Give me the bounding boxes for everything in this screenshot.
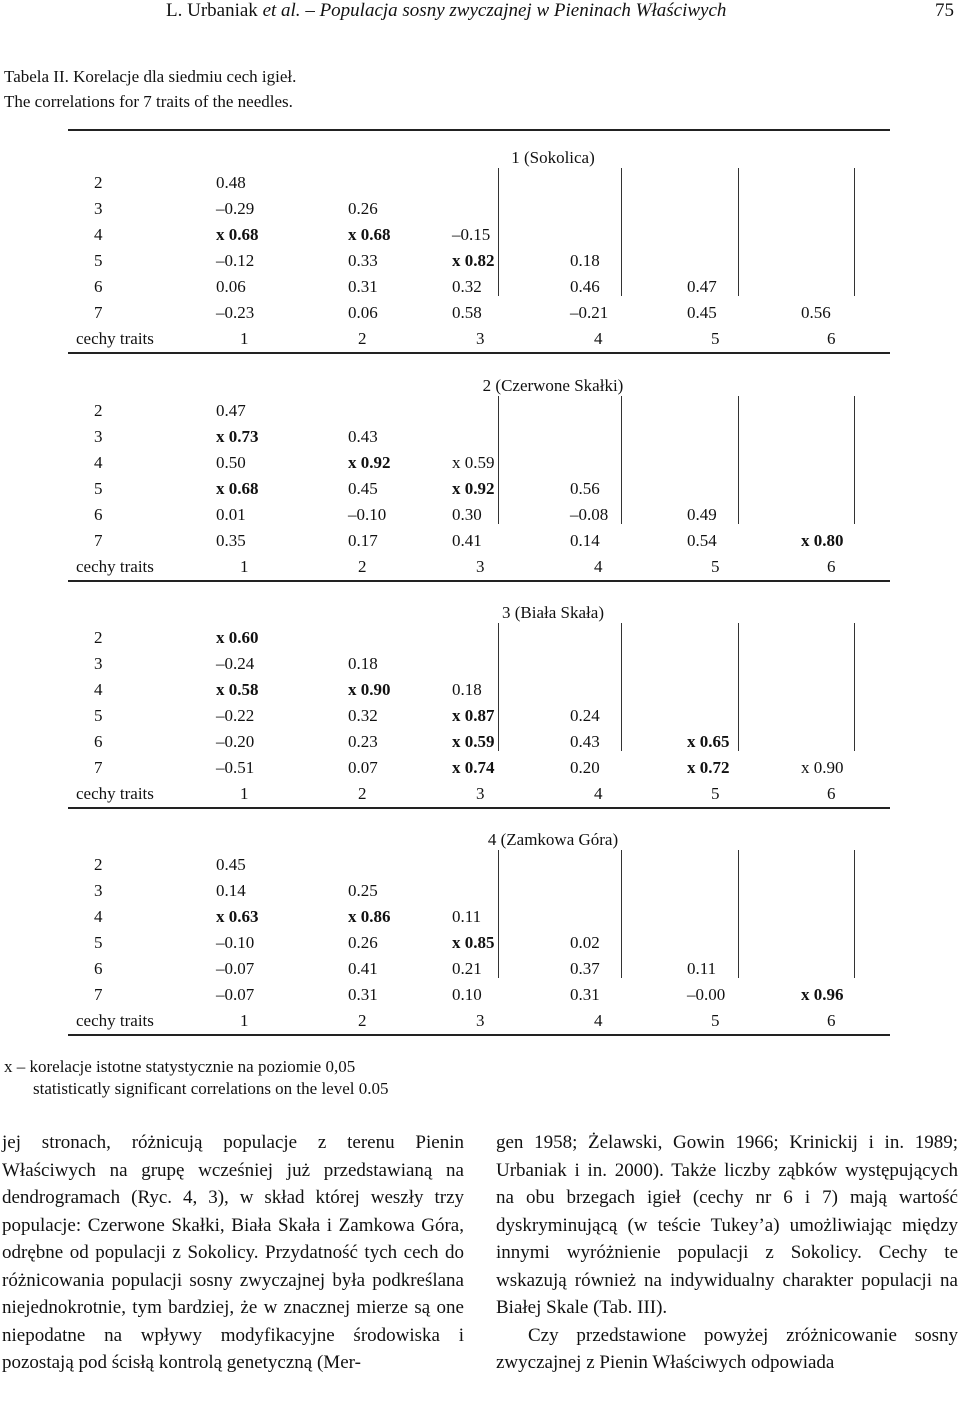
table-row [68,196,890,222]
table-cell: –0.23 [216,303,255,322]
table-row [68,248,890,274]
table-cell: 0.31 [570,985,600,1004]
footer-column-label: 3 [476,1011,485,1030]
table-row [68,300,890,326]
table-cell: 0.45 [348,479,378,498]
table-cell: x 0.59 [452,732,495,751]
table-cell: x 0.96 [801,985,844,1004]
row-label: 4 [94,680,103,699]
table-cell: 0.56 [570,479,600,498]
table-row [68,502,890,528]
table-cell: 0.46 [570,277,600,296]
table-section [68,148,890,382]
table-cell: 0.41 [452,531,482,550]
table-cell: x 0.80 [801,531,844,550]
table-cell: x 0.85 [452,933,495,952]
table-cell: 0.47 [216,401,246,420]
footer-column-label: 2 [358,557,367,576]
table-cell: x 0.82 [452,251,495,270]
table-row [68,755,890,781]
table-row [68,528,890,554]
footer-label: cechy traits [76,329,154,348]
footer-column-label: 6 [827,329,836,348]
table-cell: 0.06 [348,303,378,322]
table-cell: 0.35 [216,531,246,550]
table-cell: 0.14 [570,531,600,550]
table-cell: 0.25 [348,881,378,900]
table-row [68,703,890,729]
table-cell: 0.32 [348,706,378,725]
footer-label: cechy traits [76,784,154,803]
footer-column-label: 3 [476,329,485,348]
row-label: 2 [94,173,103,192]
table-cell: 0.33 [348,251,378,270]
table-cell: –0.08 [570,505,609,524]
table-cell: 0.06 [216,277,246,296]
body-column-left [2,1129,464,1377]
row-label: 3 [94,427,103,446]
table-footer-row [68,554,890,582]
table-cell: x 0.59 [452,453,495,472]
table-cell: 0.26 [348,199,378,218]
table-cell: x 0.68 [216,479,259,498]
table-cell: 0.50 [216,453,246,472]
table-cell: 0.11 [452,907,482,926]
section-title: 3 (Biała Skała) [502,603,604,622]
caption-pl: Tabela II. Korelacje dla siedmiu cech igieł. [4,67,297,86]
table-cell: 0.10 [452,985,482,1004]
table-cell: x 0.86 [348,907,391,926]
row-label: 3 [94,881,103,900]
table-top-rule [68,129,890,131]
table-cell: –0.10 [216,933,255,952]
table-row [68,450,890,476]
table-cell: 0.20 [570,758,600,777]
table-row [68,651,890,677]
table-cell: –0.10 [348,505,387,524]
table-row [68,729,890,755]
row-label: 5 [94,251,103,270]
table-cell: x 0.68 [348,225,391,244]
footer-column-label: 2 [358,784,367,803]
table-row [68,852,890,878]
row-label: 7 [94,531,103,550]
table-cell: –0.24 [216,654,255,673]
table-cell: 0.18 [348,654,378,673]
row-label: 3 [94,199,103,218]
row-label: 3 [94,654,103,673]
footer-column-label: 1 [240,557,249,576]
table-row [68,274,890,300]
table-cell: –0.51 [216,758,255,777]
table-cell: –0.12 [216,251,255,270]
table-row [68,170,890,196]
section-title: 2 (Czerwone Skałki) [482,376,624,395]
row-label: 5 [94,933,103,952]
running-title: L. Urbaniak et al. – Populacja sosny zwyczajnej w Pieninach Właściwych [166,0,727,21]
row-label: 6 [94,732,103,751]
body-column-right [496,1129,958,1377]
row-label: 5 [94,479,103,498]
row-label: 6 [94,959,103,978]
table-footer-row [68,781,890,809]
table-cell: x 0.58 [216,680,259,699]
table-row [68,398,890,424]
table-row [68,677,890,703]
row-label: 6 [94,277,103,296]
table-cell: 0.43 [348,427,378,446]
table-cell: x 0.90 [348,680,391,699]
table-footer-row [68,1008,890,1036]
footer-column-label: 4 [594,784,603,803]
table-row [68,222,890,248]
footer-column-label: 4 [594,557,603,576]
table-cell: 0.49 [687,505,717,524]
table-cell: 0.02 [570,933,600,952]
table-cell: x 0.68 [216,225,259,244]
table-cell: x 0.74 [452,758,495,777]
table-cell: x 0.90 [801,758,844,777]
table-cell: x 0.60 [216,628,259,647]
table-cell: x 0.92 [452,479,495,498]
footer-column-label: 1 [240,784,249,803]
footer-column-label: 4 [594,1011,603,1030]
row-label: 4 [94,907,103,926]
body-paragraph-right-2: Czy przedstawione powyżej zróżnicowanie sosny zwyczajnej z Pienin Właściwych odpowiada [496,1324,958,1373]
table-cell: –0.15 [452,225,491,244]
row-label: 2 [94,855,103,874]
table-cell: 0.21 [452,959,482,978]
row-label: 2 [94,401,103,420]
footer-column-label: 5 [711,329,720,348]
table-section [68,830,890,1064]
caption-en: The correlations for 7 traits of the needles. [4,92,293,111]
table-cell: 0.18 [570,251,600,270]
table-cell: 0.14 [216,881,246,900]
row-label: 4 [94,225,103,244]
footer-column-label: 2 [358,329,367,348]
table-cell: 0.01 [216,505,246,524]
table-footnote [4,1056,389,1100]
table-cell: –0.22 [216,706,255,725]
table-row [68,956,890,982]
table-caption [4,64,296,114]
table-cell: 0.26 [348,933,378,952]
table-cell: 0.23 [348,732,378,751]
table-cell: x 0.65 [687,732,730,751]
footer-column-label: 1 [240,1011,249,1030]
table-cell: 0.58 [452,303,482,322]
table-cell: 0.48 [216,173,246,192]
footer-column-label: 5 [711,784,720,803]
row-label: 7 [94,985,103,1004]
table-row [68,982,890,1008]
footnote-pl: x – korelacje istotne statystycznie na poziomie 0,05 [4,1057,356,1076]
footer-column-label: 4 [594,329,603,348]
table-cell: x 0.63 [216,907,259,926]
table-cell: –0.20 [216,732,255,751]
table-cell: 0.37 [570,959,600,978]
table-cell: –0.21 [570,303,609,322]
table-cell: 0.32 [452,277,482,296]
row-label: 7 [94,303,103,322]
footnote-en: statisticatly significant correlations on the level 0.05 [33,1079,389,1098]
table-row [68,878,890,904]
row-label: 7 [94,758,103,777]
table-cell: 0.11 [687,959,717,978]
table-cell: 0.17 [348,531,378,550]
footer-column-label: 5 [711,557,720,576]
table-cell: 0.24 [570,706,600,725]
footer-column-label: 6 [827,784,836,803]
table-cell: –0.07 [216,959,255,978]
table-row [68,904,890,930]
footer-column-label: 3 [476,784,485,803]
footer-column-label: 3 [476,557,485,576]
footer-label: cechy traits [76,1011,154,1030]
table-cell: 0.31 [348,985,378,1004]
footer-column-label: 6 [827,1011,836,1030]
row-label: 4 [94,453,103,472]
table-cell: 0.31 [348,277,378,296]
footer-column-label: 5 [711,1011,720,1030]
table-section [68,376,890,610]
table-cell: x 0.72 [687,758,730,777]
footer-column-label: 1 [240,329,249,348]
table-cell: –0.29 [216,199,255,218]
footer-column-label: 2 [358,1011,367,1030]
section-title: 4 (Zamkowa Góra) [487,830,619,849]
running-header [0,0,960,22]
table-cell: 0.47 [687,277,717,296]
table-cell: –0.00 [687,985,726,1004]
table-cell: 0.43 [570,732,600,751]
page-number: 75 [935,0,954,21]
table-cell: 0.45 [687,303,717,322]
table-cell: x 0.87 [452,706,495,725]
row-label: 6 [94,505,103,524]
table-cell: 0.18 [452,680,482,699]
row-label: 2 [94,628,103,647]
table-row [68,476,890,502]
table-cell: x 0.92 [348,453,391,472]
section-title: 1 (Sokolica) [511,148,595,167]
table-cell: 0.45 [216,855,246,874]
table-row [68,930,890,956]
body-paragraph-right-1: gen 1958; Żelawski, Gowin 1966; Krinickij i in. 1989; Urbaniak i in. 2000). Także liczby ząbków występujących na obu brzegach igieł (cechy nr 6 i 7) mają wartość dyskryminującą (w teście Tukey’a) umożliwiając między innymi wyróżnienie populacji z Sokolicy. Cechy te wskazują również na indywidualny charakter populacji na Białej Skale (Tab. III). [496,1132,958,1318]
table-section [68,603,890,837]
body-paragraph-left: jej stronach, różnicują populacje z terenu Pienin Właściwych na grupę wcześniej już przedstawianą na dendrogramach (Ryc. 4, 3), w skład której weszły trzy populacje: Czerwone Skałki, Biała Skała i Zamkowa Góra, odrębne od populacji z Sokolicy. Przydatność tych cech do różnicowania populacji sosny zwyczajnej była podkreślana niejednokrotnie, tym bardziej, że w znacznej mierze są one niepodatne na wpływy modyfikacyjne środowiska i pozostają pod ścisłą kontrolą genetyczną (Mer- [2,1132,464,1373]
table-footer-row [68,326,890,354]
table-cell: –0.07 [216,985,255,1004]
footer-column-label: 6 [827,557,836,576]
table-row [68,424,890,450]
table-cell: 0.30 [452,505,482,524]
footer-label: cechy traits [76,557,154,576]
table-cell: 0.56 [801,303,831,322]
row-label: 5 [94,706,103,725]
table-cell: 0.54 [687,531,717,550]
table-cell: x 0.73 [216,427,259,446]
table-cell: 0.41 [348,959,378,978]
table-row [68,625,890,651]
table-cell: 0.07 [348,758,378,777]
